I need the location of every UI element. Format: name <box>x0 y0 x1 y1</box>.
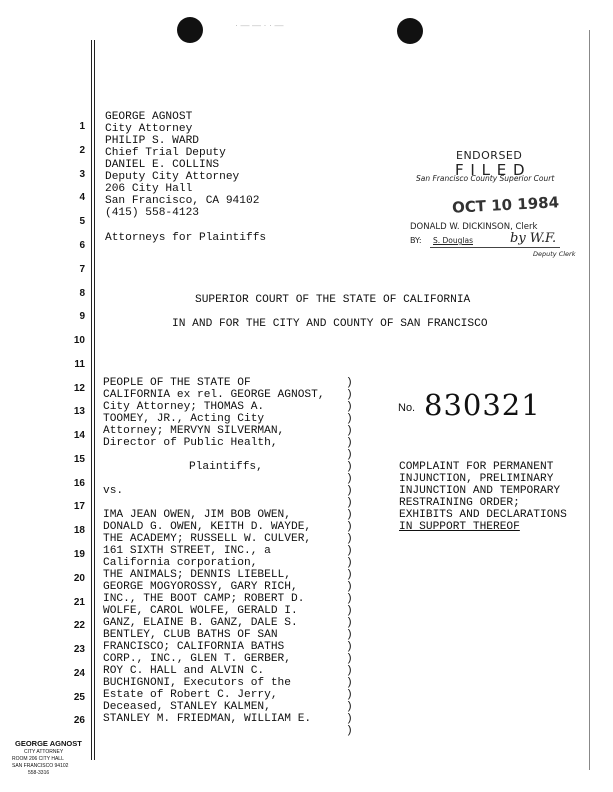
footer-stamp-line: 558-3316 <box>28 770 50 776</box>
line-number: 4 <box>79 192 85 203</box>
hole-punch-right <box>397 18 423 44</box>
caption-line: IMA JEAN OWEN, JIM BOB OWEN, <box>103 509 291 521</box>
footer-stamp-line: ROOM 206 CITY HALL <box>12 756 64 762</box>
attorney-line: 206 City Hall <box>105 183 193 195</box>
caption-line: FRANCISCO; CALIFORNIA BATHS <box>103 641 285 653</box>
stamp-deputy: Deputy Clerk <box>533 250 576 258</box>
footer-stamp-line: SAN FRANCISCO 94102 <box>12 763 69 769</box>
line-number: 11 <box>74 359 85 370</box>
stamp-date: OCT 10 1984 <box>451 193 560 217</box>
complaint-line: IN SUPPORT THEREOF <box>399 521 520 533</box>
complaint-line: INJUNCTION, PRELIMINARY <box>399 473 554 485</box>
court-title-line-2: IN AND FOR THE CITY AND COUNTY OF SAN FRANCISCO <box>172 318 488 330</box>
attorney-line: Deputy City Attorney <box>105 171 240 183</box>
attorney-line: City Attorney <box>105 123 193 135</box>
line-number: 2 <box>79 145 85 156</box>
caption-line: California corporation, <box>103 557 258 569</box>
line-number: 3 <box>79 169 85 180</box>
line-number: 8 <box>79 288 85 299</box>
caption-line: PEOPLE OF THE STATE OF <box>103 377 251 389</box>
attorney-line: (415) 558-4123 <box>105 207 199 219</box>
complaint-line: EXHIBITS AND DECLARATIONS <box>399 509 567 521</box>
caption-line: THE ACADEMY; RUSSELL W. CULVER, <box>103 533 312 545</box>
caption-line: INC., THE BOOT CAMP; ROBERT D. <box>103 593 305 605</box>
stamp-endorsed: ENDORSED <box>456 149 523 162</box>
complaint-line: COMPLAINT FOR PERMANENT <box>399 461 554 473</box>
line-number: 19 <box>73 549 85 560</box>
line-number: 15 <box>73 454 85 465</box>
caption-line: BENTLEY, CLUB BATHS OF SAN <box>103 629 278 641</box>
court-title-line-1: SUPERIOR COURT OF THE STATE OF CALIFORNIA <box>195 294 471 306</box>
line-number: 18 <box>73 525 85 536</box>
complaint-line: INJUNCTION AND TEMPORARY <box>399 485 561 497</box>
line-number: 16 <box>73 478 85 489</box>
stamp-court: San Francisco County Superior Court <box>416 174 555 183</box>
line-number: 9 <box>79 311 85 322</box>
line-number: 7 <box>79 264 85 275</box>
margin-line-right <box>589 30 590 770</box>
margin-line-outer <box>91 40 92 760</box>
complaint-line: RESTRAINING ORDER; <box>399 497 520 509</box>
attorney-line: PHILIP S. WARD <box>105 135 199 147</box>
caption-line: Deceased, STANLEY KALMEN, <box>103 701 271 713</box>
attorney-line: San Francisco, CA 94102 <box>105 195 260 207</box>
stamp-clerk: DONALD W. DICKINSON, Clerk <box>410 222 538 232</box>
caption-line: GANZ, ELAINE B. GANZ, DALE S. <box>103 617 298 629</box>
line-number: 6 <box>79 240 85 251</box>
vs-label: vs. <box>103 485 124 497</box>
caption-line: STANLEY M. FRIEDMAN, WILLIAM E. <box>103 713 312 725</box>
line-number: 10 <box>73 335 85 346</box>
caption-line: TOOMEY, JR., Acting City <box>103 413 265 425</box>
caption-line: WOLFE, CAROL WOLFE, GERALD I. <box>103 605 298 617</box>
attorney-line: GEORGE AGNOST <box>105 111 193 123</box>
line-number: 26 <box>73 715 85 726</box>
footer-stamp-line: GEORGE AGNOST <box>15 739 82 748</box>
top-faint-marks: · — — · · — <box>235 20 284 30</box>
attorney-line: Chief Trial Deputy <box>105 147 226 159</box>
caption-line: 161 SIXTH STREET, INC., a <box>103 545 271 557</box>
stamp-by: BY: <box>410 236 422 245</box>
caption-line: CORP., INC., GLEN T. GERBER, <box>103 653 291 665</box>
caption-line: DONALD G. OWEN, KEITH D. WAYDE, <box>103 521 312 533</box>
line-number: 1 <box>79 121 85 132</box>
caption-line: Estate of Robert C. Jerry, <box>103 689 278 701</box>
stamp-signature-line <box>430 247 560 248</box>
hole-punch-left <box>177 17 203 43</box>
case-number: 830321 <box>424 388 541 422</box>
line-number: 14 <box>73 430 85 441</box>
line-number: 20 <box>73 573 85 584</box>
caption-line: City Attorney; THOMAS A. <box>103 401 265 413</box>
line-number: 25 <box>73 692 85 703</box>
caption-line: CALIFORNIA ex rel. GEORGE AGNOST, <box>103 389 325 401</box>
line-number: 21 <box>73 597 85 608</box>
attorney-line: DANIEL E. COLLINS <box>105 159 220 171</box>
caption-line: GEORGE MOGYOROSSY, GARY RICH, <box>103 581 298 593</box>
footer-stamp-line: CITY ATTORNEY <box>24 749 64 755</box>
line-number: 24 <box>73 668 85 679</box>
margin-line-inner <box>94 40 95 760</box>
attorneys-for: Attorneys for Plaintiffs <box>105 232 267 244</box>
line-number: 13 <box>73 406 85 417</box>
line-number: 12 <box>73 383 85 394</box>
line-number: 23 <box>73 644 85 655</box>
caption-line: ROY C. HALL and ALVIN C. <box>103 665 265 677</box>
case-number-prefix: No. <box>398 402 416 414</box>
plaintiffs-label: Plaintiffs, <box>189 461 263 473</box>
line-number: 17 <box>73 501 85 512</box>
stamp-filed: F I L E D <box>455 161 526 179</box>
paren-column: ) ) ) ) ) ) ) ) ) ) ) ) ) ) ) ) ) ) ) ) ) ) ) ) ) ) ) ) ) ) <box>346 377 353 737</box>
caption-line: BUCHIGNONI, Executors of the <box>103 677 291 689</box>
line-number: 5 <box>79 216 85 227</box>
caption-line: Attorney; MERVYN SILVERMAN, <box>103 425 285 437</box>
caption-line: Director of Public Health, <box>103 437 278 449</box>
caption-line: THE ANIMALS; DENNIS LIEBELL, <box>103 569 291 581</box>
stamp-signature: by W.F. <box>510 231 557 246</box>
line-number: 22 <box>73 620 85 631</box>
stamp-by-name: S. Douglas <box>433 236 473 245</box>
